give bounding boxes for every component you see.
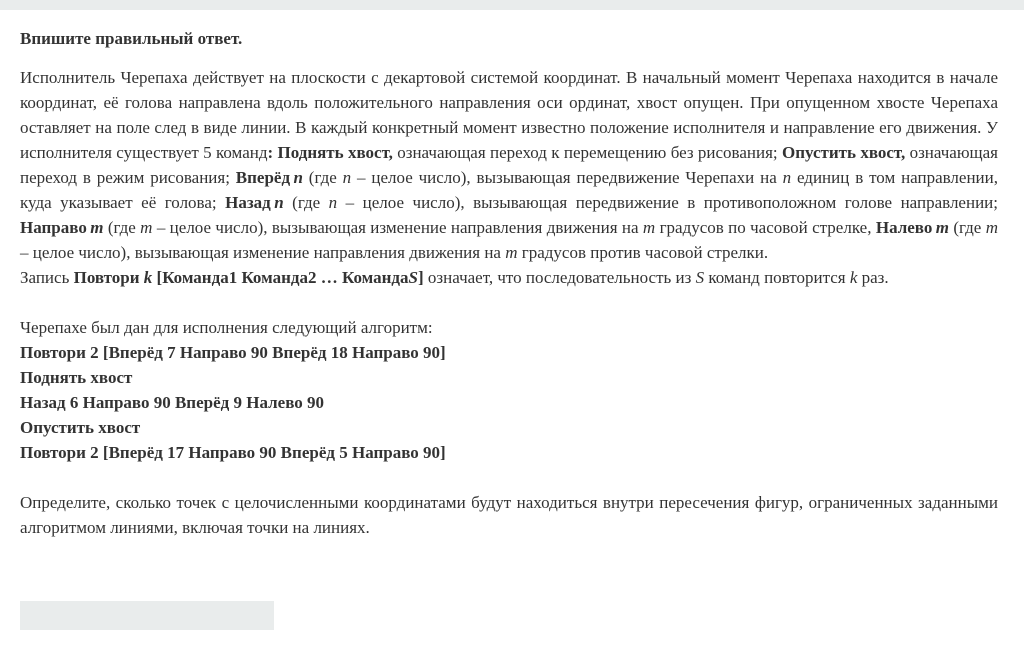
algorithm-line xyxy=(20,415,998,440)
desc-text: – целое число), вызывающая изменение направления движения на xyxy=(152,218,643,237)
desc-text: (где xyxy=(283,193,329,212)
var-m: m xyxy=(505,243,518,262)
repeat-bracket: [Команда1 Команда2 … Команда xyxy=(156,268,409,287)
algorithm-line xyxy=(20,365,998,390)
desc-text: Запись xyxy=(20,268,74,287)
var-n: n xyxy=(293,168,303,187)
desc-text: раз. xyxy=(857,268,889,287)
desc-text: – целое число), вызывающая передвижение Черепахи на xyxy=(351,168,783,187)
task-content xyxy=(20,26,998,540)
desc-text: означающая переход в режим рисования; xyxy=(20,143,998,187)
var-n: n xyxy=(782,168,792,187)
algorithm-intro: Черепахе был дан для исполнения следующий алгоритм: xyxy=(20,318,433,337)
var-n: n xyxy=(274,193,284,212)
var-m: m xyxy=(935,218,950,237)
desc-text: градусов против часовой стрелки. xyxy=(517,243,769,262)
desc-text: означающая переход к перемещению без рисования; xyxy=(392,143,782,162)
var-s: S xyxy=(695,268,705,287)
desc-text: команд повторится xyxy=(704,268,850,287)
task-description xyxy=(20,65,998,265)
algorithm-line-text: Повтори 2 [Вперёд 17 Направо 90 Вперёд 5 Направо 90] xyxy=(20,443,446,462)
algorithm-line xyxy=(20,440,998,465)
cmd-back: Назад xyxy=(225,193,271,212)
var-n: n xyxy=(342,168,352,187)
var-m: m xyxy=(90,218,104,237)
algorithm-line-text: Поднять хвост xyxy=(20,368,133,387)
desc-text: означает, что последовательность из xyxy=(423,268,696,287)
desc-text: (где xyxy=(302,168,343,187)
desc-text: градусов по часовой стрелке, xyxy=(655,218,876,237)
cmd-raise-tail: : Поднять хвост, xyxy=(267,143,393,162)
var-k: k xyxy=(849,268,858,287)
algorithm-line xyxy=(20,390,998,415)
algorithm-line-text: Назад 6 Направо 90 Вперёд 9 Налево 90 xyxy=(20,393,325,412)
var-k: k xyxy=(143,268,153,287)
var-m: m xyxy=(985,218,998,237)
top-bar xyxy=(0,0,1024,10)
desc-text: – целое число), вызывающая передвижение в противоположном голове направлении; xyxy=(337,193,998,212)
var-n: n xyxy=(328,193,338,212)
cmd-repeat: Повтори xyxy=(73,268,140,287)
task-instruction: Впишите правильный ответ. xyxy=(20,29,243,48)
algorithm-line xyxy=(20,340,998,365)
cmd-right: Направо xyxy=(20,218,87,237)
cmd-forward: Вперёд xyxy=(235,168,291,187)
desc-text: (где xyxy=(949,218,986,237)
repeat-bracket-close: ] xyxy=(417,268,424,287)
desc-text: (где xyxy=(103,218,141,237)
answer-input[interactable] xyxy=(20,601,274,630)
desc-text: Исполнитель Черепаха действует на плоскости с декартовой системой координат. В начальный момент Черепаха находится в начале координат, её голова направлена вдоль положительного направления оси ординат, хвост опущен. При опущенном хвосте Черепаха оставляет на поле след в виде линии. В каждый конкретный момент известно положение исполнителя и направление его движения. У исполнителя существует 5 команд xyxy=(20,68,998,162)
var-m: m xyxy=(140,218,153,237)
algorithm-line-text: Повтори 2 [Вперёд 7 Направо 90 Вперёд 18 Направо 90] xyxy=(20,343,446,362)
var-m: m xyxy=(642,218,656,237)
desc-text: – целое число), вызывающая изменение направления движения на xyxy=(20,243,506,262)
algorithm-line-text: Опустить хвост xyxy=(20,418,141,437)
var-s: S xyxy=(408,268,418,287)
task-question: Определите, сколько точек с целочисленными координатами будут находиться внутри пересечения фигур, ограниченных заданными алгоритмом линиями, включая точки на линиях. xyxy=(20,493,998,537)
repeat-definition xyxy=(20,265,998,290)
desc-text: единиц в том направлении, куда указывает её голова; xyxy=(20,168,999,212)
cmd-lower-tail: Опустить хвост, xyxy=(781,143,906,162)
cmd-left: Налево xyxy=(875,218,933,237)
